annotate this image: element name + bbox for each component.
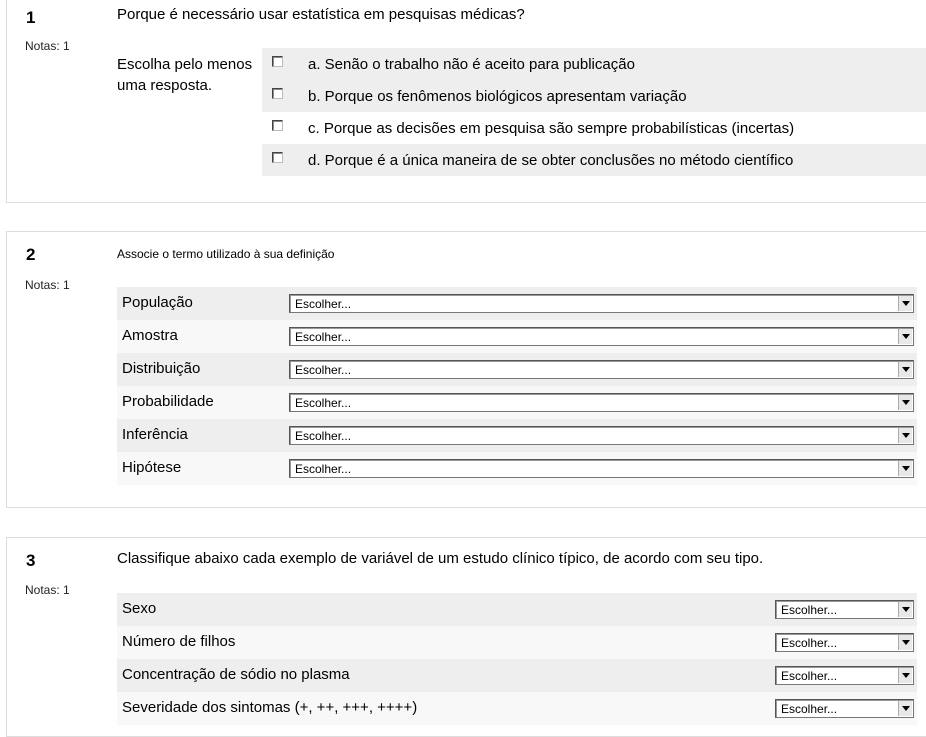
dropdown-arrow-icon[interactable] bbox=[898, 668, 912, 683]
checkbox[interactable] bbox=[272, 120, 283, 131]
select-value: Escolher... bbox=[295, 330, 352, 344]
match-term: Probabilidade bbox=[122, 393, 214, 410]
question-grade: Notas: 1 bbox=[25, 39, 70, 53]
match-select[interactable] bbox=[289, 360, 914, 379]
match-row bbox=[117, 452, 917, 485]
select-value: Escolher... bbox=[781, 636, 838, 650]
match-select[interactable] bbox=[775, 699, 914, 718]
match-term: Sexo bbox=[122, 600, 157, 617]
match-term: Concentração de sódio no plasma bbox=[122, 666, 350, 683]
select-value: Escolher... bbox=[295, 429, 352, 443]
dropdown-arrow-icon[interactable] bbox=[898, 701, 912, 716]
match-select[interactable] bbox=[775, 633, 914, 652]
match-row bbox=[117, 659, 917, 692]
match-term: População bbox=[122, 294, 193, 311]
match-term: Severidade dos sintomas (+, ++, +++, ++++) bbox=[122, 699, 418, 716]
match-table bbox=[117, 593, 917, 725]
dropdown-arrow-icon[interactable] bbox=[898, 362, 912, 377]
question-3 bbox=[6, 537, 926, 737]
dropdown-arrow-icon[interactable] bbox=[898, 635, 912, 650]
match-row bbox=[117, 593, 917, 626]
match-select[interactable] bbox=[289, 426, 914, 445]
checkbox[interactable] bbox=[272, 88, 283, 99]
match-select[interactable] bbox=[775, 600, 914, 619]
select-value: Escolher... bbox=[781, 702, 838, 716]
question-number: 2 bbox=[26, 245, 36, 264]
match-row bbox=[117, 386, 917, 419]
checkbox[interactable] bbox=[272, 152, 283, 163]
question-number: 1 bbox=[26, 8, 36, 27]
answer-label: b. Porque os fenômenos biológicos apresentam variação bbox=[308, 87, 687, 105]
select-value: Escolher... bbox=[295, 462, 352, 476]
dropdown-arrow-icon[interactable] bbox=[898, 296, 912, 311]
answer-label: a. Senão o trabalho não é aceito para publicação bbox=[308, 55, 635, 73]
match-select[interactable] bbox=[289, 459, 914, 478]
answer-label: c. Porque as decisões em pesquisa são sempre probabilísticas (incertas) bbox=[308, 119, 795, 137]
answer-list bbox=[262, 48, 926, 176]
match-row bbox=[117, 320, 917, 353]
answer-prompt: Escolha pelo menos uma resposta. bbox=[117, 56, 253, 94]
question-grade: Notas: 1 bbox=[25, 583, 70, 597]
match-term: Inferência bbox=[122, 426, 188, 443]
question-1 bbox=[6, 0, 926, 203]
select-value: Escolher... bbox=[295, 297, 352, 311]
match-term: Hipótese bbox=[122, 459, 182, 476]
select-value: Escolher... bbox=[295, 363, 352, 377]
question-text: Classifique abaixo cada exemplo de variável de um estudo clínico típico, de acordo com seu tipo. bbox=[117, 550, 764, 567]
select-value: Escolher... bbox=[781, 669, 838, 683]
question-2 bbox=[6, 231, 926, 508]
match-term: Amostra bbox=[122, 327, 178, 344]
match-select[interactable] bbox=[775, 666, 914, 685]
match-term: Número de filhos bbox=[122, 633, 236, 650]
dropdown-arrow-icon[interactable] bbox=[898, 329, 912, 344]
answer-option-c[interactable] bbox=[262, 112, 926, 144]
dropdown-arrow-icon[interactable] bbox=[898, 602, 912, 617]
match-select[interactable] bbox=[289, 393, 914, 412]
answer-option-a[interactable] bbox=[262, 48, 926, 80]
dropdown-arrow-icon[interactable] bbox=[898, 395, 912, 410]
match-row bbox=[117, 353, 917, 386]
match-row bbox=[117, 692, 917, 725]
question-number: 3 bbox=[26, 551, 36, 570]
match-table bbox=[117, 287, 917, 485]
checkbox[interactable] bbox=[272, 56, 283, 67]
match-select[interactable] bbox=[289, 294, 914, 313]
select-value: Escolher... bbox=[295, 396, 352, 410]
answer-option-d[interactable] bbox=[262, 144, 926, 176]
question-text: Porque é necessário usar estatística em pesquisas médicas? bbox=[117, 6, 525, 23]
match-select[interactable] bbox=[289, 327, 914, 346]
select-value: Escolher... bbox=[781, 603, 838, 617]
answer-option-b[interactable] bbox=[262, 80, 926, 112]
answer-label: d. Porque é a única maneira de se obter conclusões no método científico bbox=[308, 151, 794, 169]
dropdown-arrow-icon[interactable] bbox=[898, 461, 912, 476]
question-grade: Notas: 1 bbox=[25, 278, 70, 292]
question-text: Associe o termo utilizado à sua definição bbox=[117, 247, 335, 261]
match-row bbox=[117, 287, 917, 320]
dropdown-arrow-icon[interactable] bbox=[898, 428, 912, 443]
match-row bbox=[117, 626, 917, 659]
match-row bbox=[117, 419, 917, 452]
match-term: Distribuição bbox=[122, 360, 201, 377]
